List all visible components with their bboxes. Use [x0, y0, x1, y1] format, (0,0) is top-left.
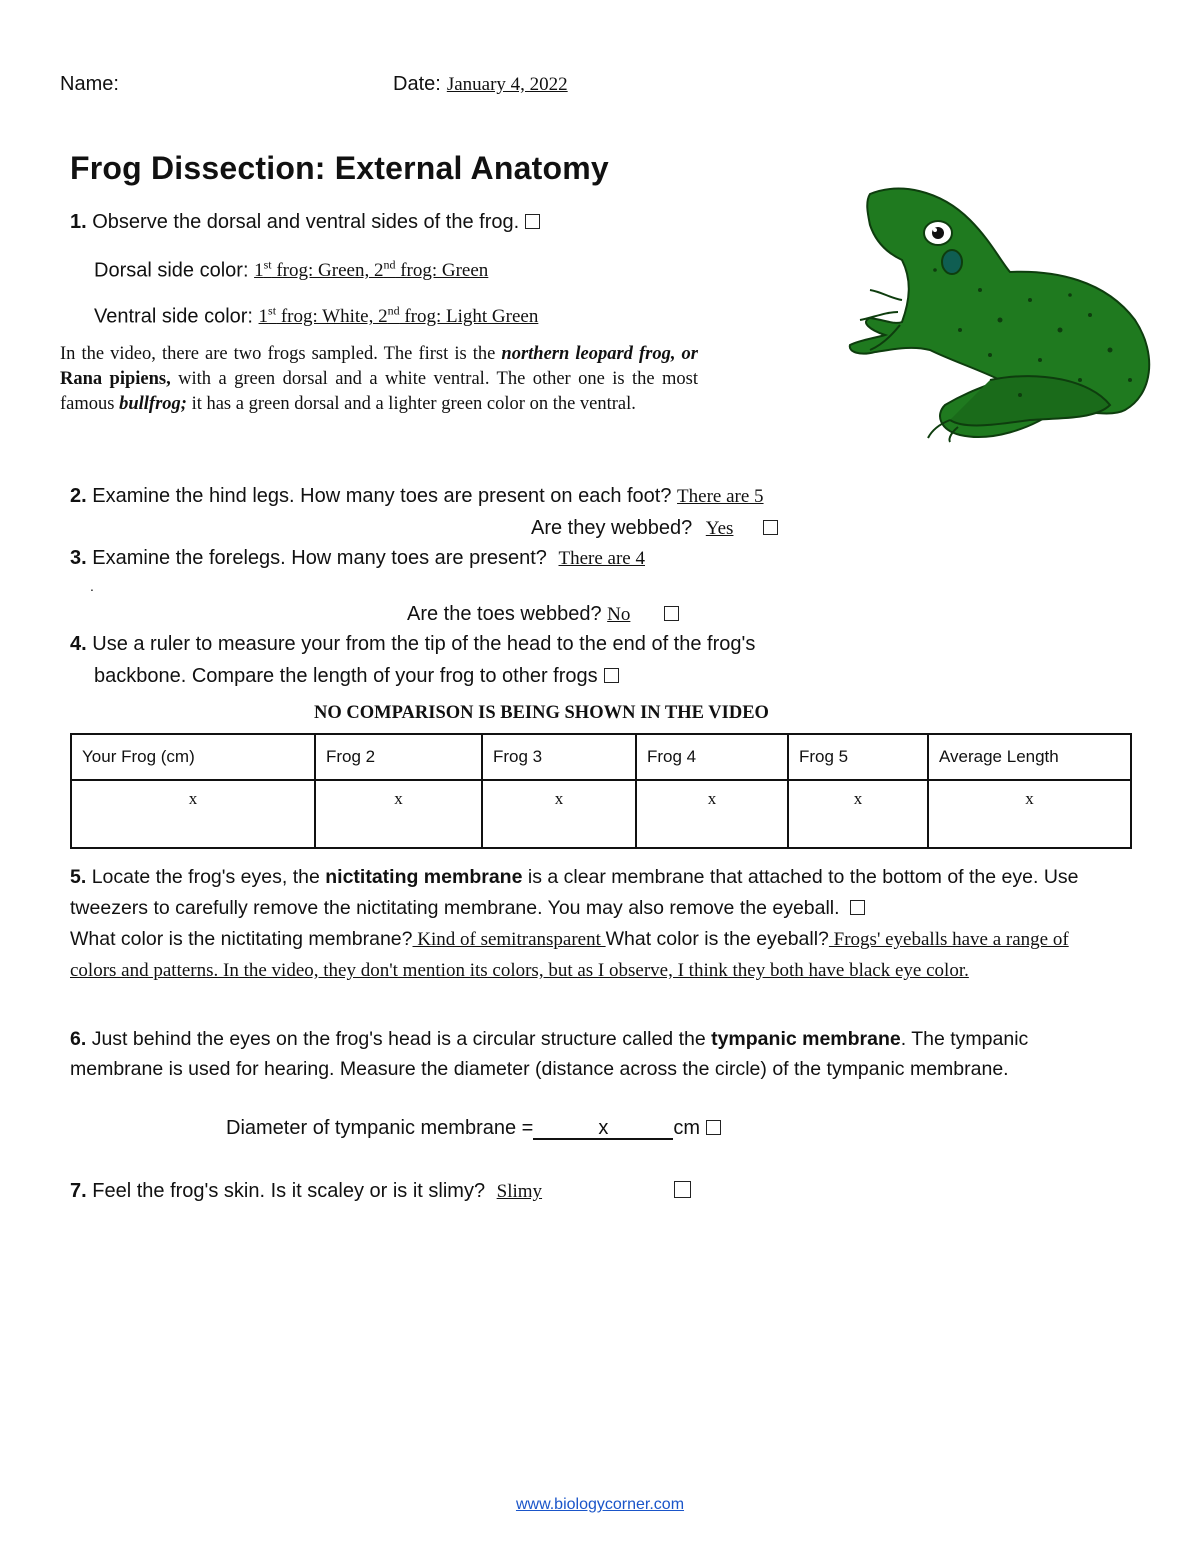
q4-text-line2: backbone. Compare the length of your frog to other frogs [94, 665, 598, 687]
tympanic-membrane-term: tympanic membrane [711, 1028, 901, 1050]
comparison-note: NO COMPARISON IS BEING SHOWN IN THE VIDEO [314, 703, 769, 723]
question-5: 5. Locate the frog's eyes, the nictitating membrane is a clear membrane that attached to the bottom of the eye. Use tweezers to carefully remove the nictitating membrane. You may also remove the eyeball. What color is the nictitating membrane? Kind of semitransparent What color is the eyeball? Frogs' eyeballs have a range of colors and patterns. In the video, they don't mention its colors, but as I observe, I think they both have black eye color. [70, 866, 1079, 981]
table-header-cell: Frog 5 [788, 734, 928, 780]
diameter-label: Diameter of tympanic membrane = [226, 1117, 534, 1139]
q5-eye-question: What color is the eyeball? [605, 928, 829, 950]
table-header-cell: Frog 3 [482, 734, 636, 780]
question-3 [70, 547, 645, 570]
diameter-unit: cm [673, 1117, 701, 1139]
q2-text: Examine the hind legs. How many toes are present on each foot? [92, 485, 672, 507]
q5-eye-answer[interactable]: Frogs' eyeballs have a range of colors and patterns. In the video, they don't mention its colors, but as I observe, I think they both have black eye color. [70, 929, 1069, 981]
q2-webbed-answer[interactable]: Yes [705, 518, 734, 539]
table-cell[interactable]: x [788, 780, 928, 848]
table-cell[interactable]: x [71, 780, 315, 848]
question-7 [70, 1180, 542, 1203]
q1-checkbox[interactable] [525, 214, 540, 229]
q6-checkbox[interactable] [706, 1120, 721, 1135]
table-header-cell: Frog 4 [636, 734, 788, 780]
table-cell[interactable]: x [315, 780, 482, 848]
frog-description-paragraph: In the video, there are two frogs sampled. The first is the northern leopard frog, or Rana pipiens, with a green dorsal and a white ventral. The other one is the most famous bullfrog; it has a green dorsal and a lighter green color on the ventral. [60, 344, 698, 414]
diameter-value[interactable]: x [533, 1118, 673, 1140]
q2-webbed-line [531, 517, 778, 540]
date-value[interactable]: January 4, 2022 [446, 74, 568, 95]
dorsal-answer[interactable]: 1st frog: Green, 2nd frog: Green [254, 258, 489, 282]
q4-number: 4. [70, 633, 87, 655]
nictitating-membrane-term: nictitating membrane [325, 866, 523, 888]
q5-color-answer[interactable]: Kind of semitransparent [412, 929, 606, 950]
q2-answer[interactable]: There are 5 [677, 486, 764, 507]
date-label: Date: [393, 73, 441, 95]
page-title: Frog Dissection: External Anatomy [70, 150, 609, 186]
name-label: Name: [60, 73, 119, 95]
q4-text-line1: Use a ruler to measure your from the tip of the head to the end of the frog's [92, 633, 756, 655]
footer-link[interactable]: www.biologycorner.com [515, 1496, 685, 1513]
question-4-line2 [94, 665, 619, 688]
date-line [393, 73, 568, 96]
table-header-cell: Frog 2 [315, 734, 482, 780]
q3-checkbox[interactable] [664, 606, 679, 621]
diameter-line [226, 1117, 721, 1140]
frog-length-table [70, 733, 1132, 849]
q3-webbed-question: Are the toes webbed? [407, 603, 602, 625]
q4-checkbox[interactable] [604, 668, 619, 683]
table-header-cell: Average Length [928, 734, 1131, 780]
ventral-color-line [94, 304, 538, 328]
q3-text: Examine the forelegs. How many toes are present? [92, 547, 547, 569]
table-header-cell: Your Frog (cm) [71, 734, 315, 780]
dorsal-color-line [94, 258, 528, 282]
question-2 [70, 485, 778, 508]
table-header-row [71, 734, 1131, 780]
ventral-label: Ventral side color: [94, 305, 253, 328]
table-cell[interactable]: x [636, 780, 788, 848]
q6-number: 6. [70, 1028, 87, 1050]
q7-number: 7. [70, 1180, 87, 1202]
q5-checkbox[interactable] [850, 900, 865, 915]
q3-number: 3. [70, 547, 87, 569]
table-row [71, 780, 1131, 848]
q2-checkbox[interactable] [763, 520, 778, 535]
question-1 [70, 211, 540, 234]
question-4-line1 [70, 633, 755, 656]
q1-number: 1. [70, 211, 87, 233]
q5-color-question: What color is the nictitating membrane? [70, 928, 413, 950]
q7-checkbox[interactable] [674, 1181, 691, 1198]
footer [0, 1496, 1200, 1514]
question-6: 6. Just behind the eyes on the frog's head is a circular structure called the tympanic membrane. The tympanic membrane is used for hearing. Measure the diameter (distance across the circle) of the tympanic membrane. [70, 1028, 1029, 1080]
dorsal-label: Dorsal side color: [94, 259, 249, 282]
name-line [60, 73, 119, 96]
q7-answer[interactable]: Slimy [496, 1181, 543, 1202]
q5-number: 5. [70, 866, 87, 888]
frog-tympanum [942, 250, 962, 274]
q3-answer[interactable]: There are 4 [558, 548, 645, 569]
table-cell[interactable]: x [928, 780, 1131, 848]
q3-webbed-line [407, 603, 679, 626]
q7-text: Feel the frog's skin. Is it scaley or is it slimy? [92, 1180, 486, 1202]
table-cell[interactable]: x [482, 780, 636, 848]
q2-number: 2. [70, 485, 87, 507]
frog-illustration [840, 180, 1160, 445]
q1-text: Observe the dorsal and ventral sides of the frog. [92, 211, 520, 233]
q3-webbed-answer[interactable]: No [607, 604, 631, 625]
ventral-answer[interactable]: 1st frog: White, 2nd frog: Light Green [258, 304, 539, 328]
q2-webbed-question: Are they webbed? [531, 517, 693, 539]
q3-dot: . [90, 578, 94, 594]
